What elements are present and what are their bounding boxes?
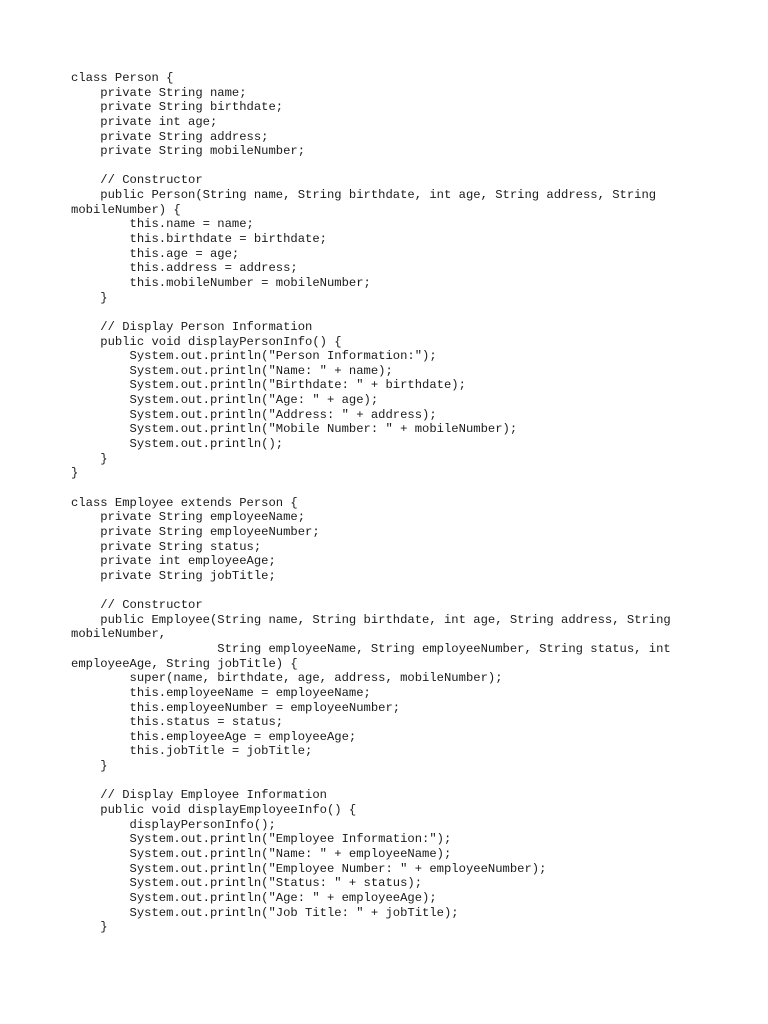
code-line: this.employeeAge = employeeAge;: [71, 729, 357, 744]
code-line: [71, 305, 731, 320]
code-line: private String name;: [71, 85, 247, 100]
code-line: private int employeeAge;: [71, 554, 276, 569]
code-line: this.birthdate = birthdate;: [71, 232, 327, 247]
code-line: public Employee(String name, String birthdate, int age, String address, String: [71, 612, 671, 627]
code-line: private String employeeName;: [71, 510, 306, 525]
code-line: // Display Person Information: [71, 319, 313, 334]
code-line: // Constructor: [71, 598, 203, 613]
code-line: System.out.println("Job Title: " + jobTitle);: [71, 905, 459, 920]
document-page: [71, 71, 731, 935]
code-line: class Employee extends Person {: [71, 495, 298, 510]
code-line: public void displayPersonInfo() {: [71, 334, 342, 349]
code-line: // Constructor: [71, 173, 203, 188]
code-line: this.address = address;: [71, 261, 298, 276]
code-line: // Display Employee Information: [71, 788, 327, 803]
code-line: private String birthdate;: [71, 100, 284, 115]
code-line: [71, 481, 731, 496]
code-line: this.employeeName = employeeName;: [71, 685, 371, 700]
code-line: super(name, birthdate, age, address, mobileNumber);: [71, 671, 503, 686]
code-line: System.out.println("Name: " + name);: [71, 363, 393, 378]
code-line: System.out.println("Status: " + status);: [71, 876, 423, 891]
code-line: mobileNumber,: [71, 627, 167, 642]
code-line: this.age = age;: [71, 246, 240, 261]
code-line: public void displayEmployeeInfo() {: [71, 803, 357, 818]
code-line: private String mobileNumber;: [71, 144, 306, 159]
code-line: System.out.println("Person Information:");: [71, 349, 437, 364]
code-line: }: [71, 290, 108, 305]
code-line: displayPersonInfo();: [71, 817, 276, 832]
code-line: System.out.println("Age: " + age);: [71, 393, 379, 408]
code-line: private int age;: [71, 114, 218, 129]
code-line: System.out.println("Name: " + employeeName);: [71, 846, 452, 861]
code-line: private String status;: [71, 539, 262, 554]
code-line: class Person {: [71, 71, 174, 85]
code-line: }: [71, 759, 108, 774]
code-line: System.out.println("Age: " + employeeAge);: [71, 890, 437, 905]
code-line: this.status = status;: [71, 715, 284, 730]
code-line: System.out.println();: [71, 437, 284, 452]
code-line: private String address;: [71, 129, 269, 144]
code-line: mobileNumber) {: [71, 202, 181, 217]
code-line: System.out.println("Mobile Number: " + mobileNumber);: [71, 422, 518, 437]
code-line: System.out.println("Address: " + address);: [71, 407, 437, 422]
code-line: String employeeName, String employeeNumber, String status, int: [71, 641, 671, 656]
code-line: private String jobTitle;: [71, 568, 276, 583]
code-line: }: [71, 451, 108, 466]
code-line: System.out.println("Birthdate: " + birthdate);: [71, 378, 466, 393]
code-line: public Person(String name, String birthdate, int age, String address, String: [71, 188, 657, 203]
code-line: [71, 583, 731, 598]
code-line: }: [71, 920, 108, 935]
code-line: employeeAge, String jobTitle) {: [71, 656, 298, 671]
code-line: this.mobileNumber = mobileNumber;: [71, 275, 371, 290]
code-line: this.jobTitle = jobTitle;: [71, 744, 313, 759]
code-line: System.out.println("Employee Number: " + employeeNumber);: [71, 861, 547, 876]
code-line: [71, 159, 731, 174]
code-line: this.employeeNumber = employeeNumber;: [71, 700, 401, 715]
code-line: }: [71, 466, 79, 481]
code-line: private String employeeNumber;: [71, 524, 320, 539]
code-line: this.name = name;: [71, 217, 254, 232]
code-line: [71, 774, 731, 789]
code-line: System.out.println("Employee Information:");: [71, 832, 452, 847]
